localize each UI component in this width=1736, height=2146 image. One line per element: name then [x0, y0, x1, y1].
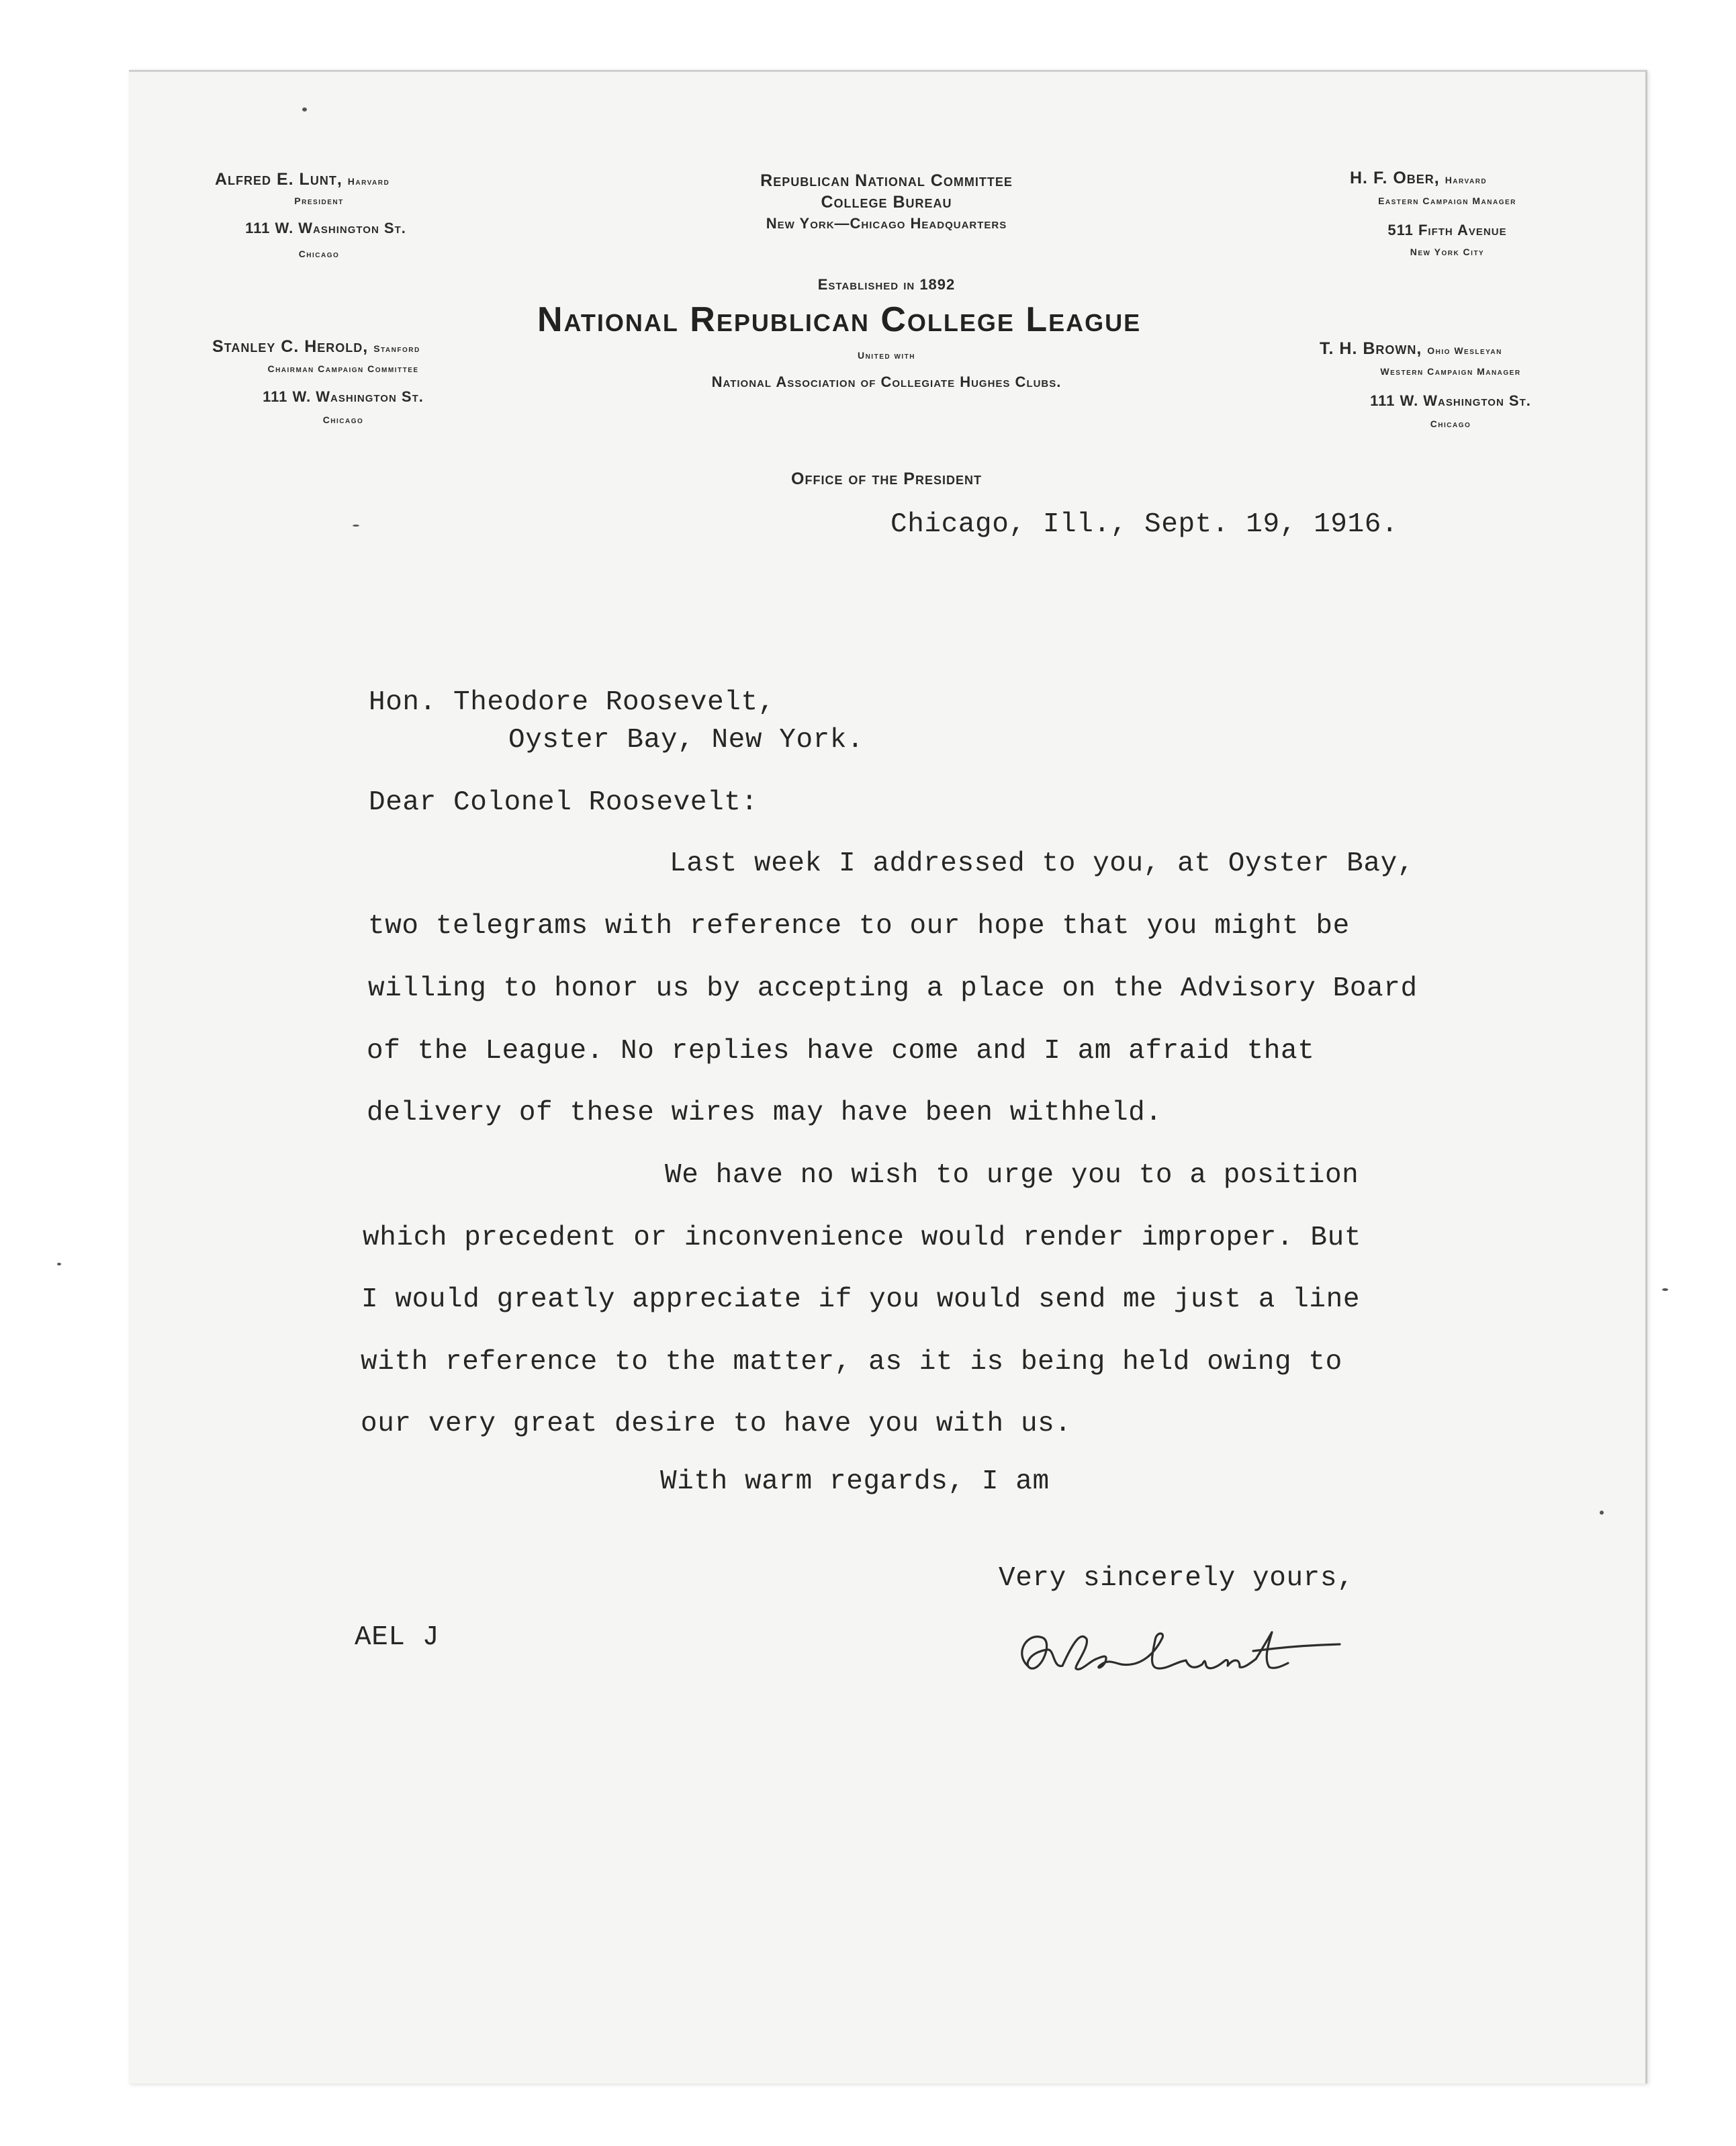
- typist-initials: AEL J: [355, 1622, 440, 1653]
- officer-school: Stanford: [373, 343, 420, 354]
- officer-city: Chicago: [322, 414, 364, 425]
- organization-title: National Republican College League: [537, 300, 1142, 339]
- officer-school: Harvard: [1445, 175, 1488, 185]
- united-with: United with: [857, 350, 916, 361]
- scan-speck: [57, 1263, 61, 1265]
- office-line: Office of the President: [791, 470, 982, 488]
- officer-name-text: H. F. Ober,: [1350, 169, 1440, 187]
- recipient-name: Hon. Theodore Roosevelt,: [369, 687, 775, 718]
- officer-name: [212, 337, 420, 357]
- officer-name: [1350, 169, 1487, 188]
- body-line: which precedent or inconvenience would render improper. But: [363, 1222, 1362, 1253]
- officer-name-text: T. H. Brown,: [1320, 339, 1422, 358]
- signature: [1001, 1612, 1363, 1693]
- scan-speck: [1600, 1511, 1604, 1515]
- officer-address: 111 W. Washington St.: [1370, 392, 1531, 409]
- bureau-name: College Bureau: [821, 193, 952, 212]
- body-line: of the League. No replies have come and I am afraid that: [367, 1036, 1315, 1067]
- officer-address: 111 W. Washington St.: [245, 220, 406, 236]
- officer-school: Harvard: [347, 176, 390, 187]
- scan-speck: [302, 107, 307, 111]
- officer-school: Ohio Wesleyan: [1427, 345, 1502, 356]
- body-line: With warm regards, I am: [660, 1466, 1050, 1497]
- body-line: two telegrams with reference to our hope that you might be: [368, 911, 1350, 942]
- officer-name-text: Alfred E. Lunt,: [215, 170, 342, 189]
- officer-name-text: Stanley C. Herold,: [212, 337, 369, 356]
- scan-speck: [353, 525, 359, 527]
- body-line: delivery of these wires may have been withheld.: [367, 1098, 1162, 1128]
- officer-city: Chicago: [1430, 418, 1471, 429]
- body-line: willing to honor us by accepting a place on the Advisory Board: [368, 973, 1418, 1004]
- headquarters: New York—Chicago Headquarters: [766, 215, 1007, 232]
- closing: Very sincerely yours,: [999, 1563, 1355, 1594]
- body-line: Last week I addressed to you, at Oyster Bay,: [670, 848, 1414, 879]
- committee-name: Republican National Committee: [760, 171, 1013, 190]
- officer-address: 111 W. Washington St.: [263, 388, 424, 405]
- officer-name: [215, 170, 390, 189]
- scan-speck: [1662, 1288, 1668, 1291]
- officer-title: Eastern Campaign Manager: [1378, 195, 1516, 206]
- recipient-address: Oyster Bay, New York.: [508, 725, 864, 756]
- salutation: Dear Colonel Roosevelt:: [369, 787, 758, 818]
- officer-title: Western Campaign Manager: [1380, 366, 1521, 377]
- officer-name: [1320, 339, 1502, 359]
- association-name: National Association of Collegiate Hughes Clubs.: [711, 373, 1062, 390]
- officer-title: President: [294, 195, 344, 206]
- body-line: We have no wish to urge you to a position: [665, 1160, 1359, 1191]
- officer-city: New York City: [1410, 247, 1485, 257]
- body-line: our very great desire to have you with us.: [361, 1409, 1072, 1439]
- officer-city: Chicago: [298, 249, 340, 259]
- officer-title: Chairman Campaign Committee: [267, 363, 419, 374]
- date-line: Chicago, Ill., Sept. 19, 1916.: [890, 509, 1399, 540]
- body-line: with reference to the matter, as it is being held owing to: [361, 1347, 1342, 1378]
- officer-address: 511 Fifth Avenue: [1387, 222, 1507, 238]
- body-line: I would greatly appreciate if you would send me just a line: [361, 1284, 1361, 1315]
- established-line: Established in 1892: [817, 276, 956, 293]
